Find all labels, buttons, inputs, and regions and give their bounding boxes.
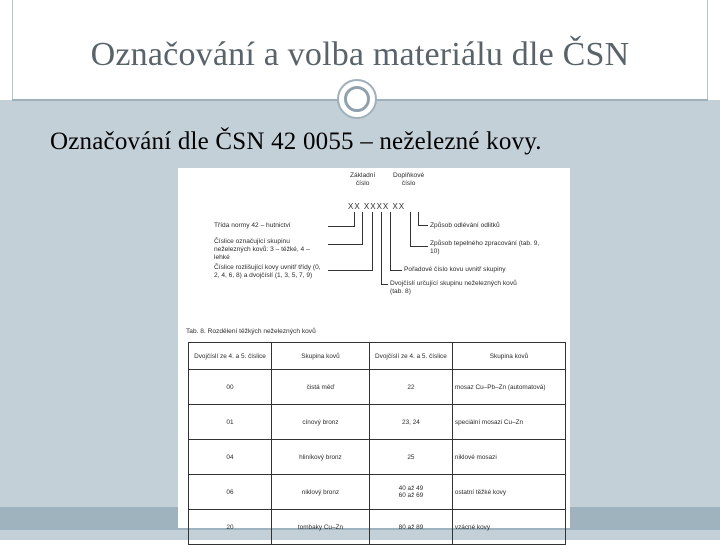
table-row bbox=[189, 405, 566, 440]
table-cell: čistá měď bbox=[271, 370, 369, 405]
label-sequence: Pořadové číslo kovu uvnitř skupiny bbox=[404, 266, 506, 273]
header-cell: Skupina kovů bbox=[271, 343, 369, 370]
table-header-row bbox=[189, 343, 566, 370]
circle-inner-ring bbox=[344, 86, 370, 112]
connector bbox=[418, 225, 428, 226]
table-row bbox=[189, 510, 566, 545]
connector bbox=[328, 226, 355, 227]
table-cell: 80 až 89 bbox=[369, 510, 452, 545]
table-cell: 01 bbox=[189, 405, 272, 440]
scanned-figure bbox=[178, 168, 570, 531]
connector bbox=[328, 270, 373, 271]
table-cell: vzácné kovy bbox=[452, 510, 565, 545]
connector bbox=[328, 244, 363, 245]
code-pattern: XX XXXX XX bbox=[348, 202, 406, 211]
label-heat-treatment: Způsob tepelného zpracování (tab. 9, 10) bbox=[430, 240, 540, 255]
table-cell: speciální mosazi Cu–Zn bbox=[452, 405, 565, 440]
connector bbox=[418, 212, 419, 225]
label-group: Číslice označující skupinu neželezných kovů: 3 – těžké, 4 – lehké bbox=[214, 238, 310, 261]
table-row bbox=[189, 370, 566, 405]
table-cell: 23, 24 bbox=[369, 405, 452, 440]
table-cell: 22 bbox=[369, 370, 452, 405]
connector bbox=[390, 270, 402, 271]
connector bbox=[362, 212, 363, 244]
connector bbox=[381, 284, 388, 285]
header-basic-number: Základní číslo bbox=[350, 172, 376, 187]
table-cell: niklové mosazi bbox=[452, 440, 565, 475]
connector bbox=[390, 212, 391, 270]
slide-title: Označování a volba materiálu dle ČSN bbox=[90, 36, 630, 73]
connector bbox=[410, 246, 428, 247]
table-cell: hliníkový bronz bbox=[271, 440, 369, 475]
label-distinguish: Číslice rozlišující kovy uvnitř třídy (0, 2, 4, 6, 8) a dvojčíslí (1, 3, 5, 7, 9) bbox=[214, 264, 321, 279]
table-cell: 06 bbox=[189, 475, 272, 510]
label-class: Třída normy 42 – hutnictví bbox=[214, 222, 291, 229]
header-cell: Skupina kovů bbox=[452, 343, 565, 370]
label-group-pair: Dvojčíslí určující skupinu neželezných kovů (tab. 8) bbox=[390, 280, 517, 295]
table-cell: ostatní těžké kovy bbox=[452, 475, 565, 510]
label-casting: Způsob odlévání odlitků bbox=[430, 222, 500, 229]
connector bbox=[381, 212, 382, 284]
table-cell: 25 bbox=[369, 440, 452, 475]
header-extra-number: Doplňkové číslo bbox=[393, 172, 425, 187]
table-caption: Tab. 8. Rozdělení těžkých neželezných kovů bbox=[186, 328, 316, 335]
metals-table bbox=[188, 342, 566, 545]
table-cell: tombaky Cu–Zn bbox=[271, 510, 369, 545]
table-cell: niklový bronz bbox=[271, 475, 369, 510]
connector bbox=[372, 212, 373, 270]
table-cell: cínový bronz bbox=[271, 405, 369, 440]
table-cell: 00 bbox=[189, 370, 272, 405]
table-row bbox=[189, 440, 566, 475]
header-cell: Dvojčíslí ze 4. a 5. číslice bbox=[369, 343, 452, 370]
circle-ornament-icon bbox=[337, 79, 377, 119]
table-cell: 04 bbox=[189, 440, 272, 475]
connector bbox=[410, 212, 411, 246]
table-row bbox=[189, 475, 566, 510]
table-cell: mosaz Cu–Pb–Zn (automatová) bbox=[452, 370, 565, 405]
table-cell: 40 až 49 60 až 69 bbox=[369, 475, 452, 510]
table-cell: 20 bbox=[189, 510, 272, 545]
connector bbox=[354, 212, 355, 226]
slide-subtitle: Označování dle ČSN 42 0055 – neželezné kovy. bbox=[50, 128, 542, 155]
header-cell: Dvojčíslí ze 4. a 5. číslice bbox=[189, 343, 272, 370]
